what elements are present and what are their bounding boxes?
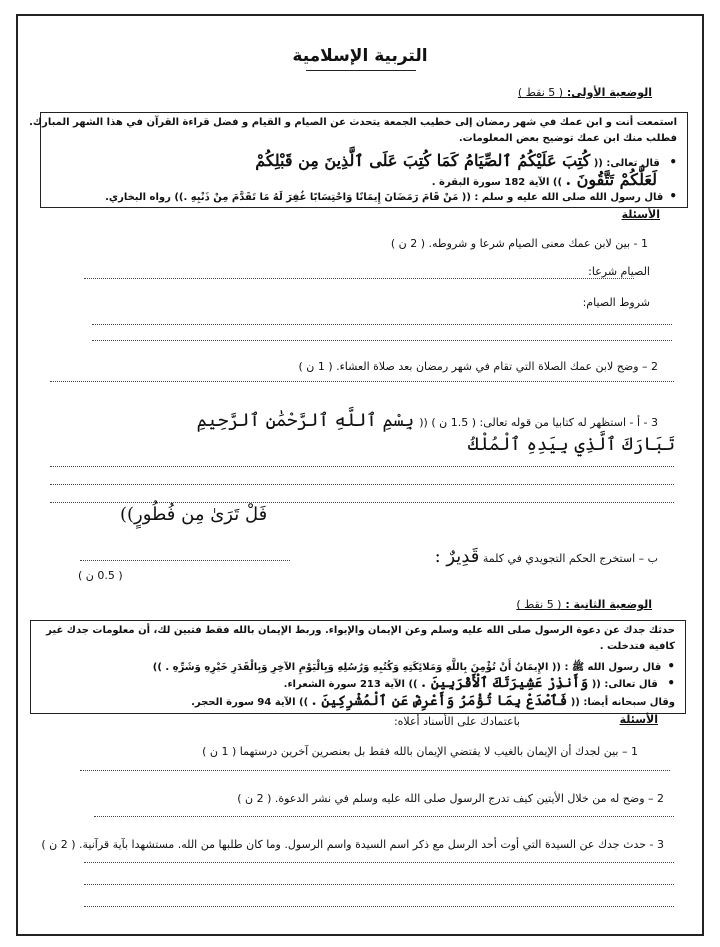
s2-question-2: 2 – وضح له من خلال الأيتين كيف تدرج الرسول صلى الله عليه وسلم في نشر الدعوة. ( 2 ن ) — [237, 792, 664, 805]
answer-line[interactable] — [84, 278, 634, 279]
answer-line[interactable] — [92, 324, 672, 325]
answer-line[interactable] — [80, 560, 290, 561]
q3b-prompt: ب – استخرج الحكم التجويدي في كلمة — [482, 552, 658, 565]
s1-question-2: 2 – وضح لابن عمك الصلاة التي تقام في شهر رمضان بعد صلاة العشاء. ( 1 ن ) — [298, 360, 658, 373]
bullet-3-intro: وقال سبحانه أيضا: (( — [570, 697, 675, 708]
s1-question-3a — [197, 410, 658, 431]
situation-1-label — [518, 86, 652, 99]
s2-question-3: 3 - حدث جدك عن السيدة التي أوت أحد الرسل مع ذكر اسم السيدة واسم الرسول. وما كان طلبها من الله. مستشهدا بآية قرآنية. ( 2 ن ) — [41, 838, 664, 851]
s1-question-1: 1 - بين لابن عمك معنى الصيام شرعا و شروطه. ( 2 ن ) — [390, 237, 648, 250]
answer-line[interactable] — [50, 502, 674, 503]
title-underline — [306, 70, 416, 71]
situation-2-bullet-1: • قال رسول الله ﷺ : (( الإِيمَانُ أَنْ تُؤْمِنَ بِاللَّهِ وَمَلائِكَتِهِ وَكُتُبِهِ وَرُسُلِهِ وَبِالْيَوْمِ الآخِرِ وَبِالْقَدَرِ خَيْرِهِ وَشَرِّهِ . )) — [153, 659, 675, 675]
page-title: التربية الإسلامية — [292, 46, 428, 66]
situation-1-context-line2: فطلب منك ابن عمك توضيح بعض المعلومات. — [458, 133, 677, 144]
situation-2-context-line2: كافية فتدخلت . — [599, 641, 675, 652]
bullet-2-intro: قال تعالى: (( — [591, 679, 658, 690]
q3a-prompt: 3 - أ - استظهر له كتابيا من قوله تعالى: ( 1.5 ن ) (( — [419, 416, 658, 429]
bullet-3-reference: )) الآية 94 سورة الحجر. — [191, 697, 309, 708]
quran-verse-fasting-a: كُتِبَ عَلَيْكُمُ ٱلصِّيَامُ كَمَا كُتِبَ عَلَى ٱلَّذِينَ مِن قَبْلِكُمْ — [255, 151, 591, 170]
situation-1-context-box — [29, 112, 688, 208]
quran-basmala: بِسْمِ ٱللَّهِ ٱلرَّحْمَٰنِ ٱلرَّحِيمِ — [196, 410, 415, 431]
bullet-1-reference: )) الآية 182 سورة البقرة . — [431, 177, 563, 188]
quran-verse-warn-kin: وَأَنذِرْ عَشِيرَتَكَ ٱلْأَقْرَبِينَ . — [421, 675, 589, 691]
answer-line[interactable] — [84, 906, 674, 907]
answer-line[interactable] — [80, 770, 670, 771]
situation-1-bullet-1-cont — [432, 170, 657, 189]
s2-question-1: 1 – بين لجدك أن الإيمان بالغيب لا يقتضي الإيمان بالله فقط بل بعنصرين آخرين درستهما ( 1 ن ) — [202, 745, 638, 758]
situation-2-questions-heading: الأسئلة — [619, 713, 658, 726]
answer-line[interactable] — [50, 381, 674, 382]
s1-fast-definition-label: الصيام شرعا: — [588, 265, 650, 278]
situation-1-bullet-1 — [255, 151, 677, 170]
situation-1-title: الوضعية الأولى: — [566, 86, 652, 99]
answer-line[interactable] — [84, 884, 674, 885]
situation-2-bullet-2 — [284, 675, 675, 691]
situation-2-points: ( 5 نقط ) — [516, 598, 562, 611]
situation-2-label — [516, 598, 652, 611]
quran-word-qadir: قَدِيرٌ : — [434, 546, 480, 567]
quran-verse-proclaim: فَٱصْدَعْ بِمَا تُؤْمَرُ وَأَعْرِضْ عَنِ ٱلْمُشْرِكِينَ . — [311, 693, 568, 709]
bullet-2-reference: )) الآية 213 سورة الشعراء. — [283, 679, 418, 690]
situation-1-questions-heading: الأسئلة — [621, 208, 660, 221]
answer-line[interactable] — [84, 862, 674, 863]
situation-2-context-box — [30, 620, 686, 714]
answer-line[interactable] — [50, 484, 674, 485]
situation-2-reliance: باعتمادك على الأسناد أعلاه: — [393, 715, 520, 728]
situation-2-bullet-3 — [191, 693, 675, 709]
answer-line[interactable] — [94, 816, 674, 817]
answer-line[interactable] — [50, 466, 674, 467]
quran-verse-mulk-end: فَلْ تَرَىٰ مِن فُطُورٍ)) — [120, 504, 268, 525]
situation-1-bullet-2: • قال رسول الله صلى الله عليه و سلم : (( مَنْ قَامَ رَمَضَانَ إِيمَانًا وَاحْتِسَابًا غُفِرَ لَهُ مَا تَقَدَّمَ مِنْ ذَنْبِهِ .)) رواه البخاري. — [105, 189, 677, 203]
bullet-1-intro: قال تعالى: (( — [593, 158, 660, 169]
q3b-points: ( 0.5 ن ) — [78, 569, 123, 582]
s1-question-3b — [435, 546, 658, 567]
situation-1-points: ( 5 نقط ) — [517, 86, 564, 99]
s1-conditions-label: شروط الصيام: — [582, 296, 650, 309]
situation-2-title: الوضعية الثانية : — [565, 598, 652, 611]
situation-2-context-line1: حدثك جدك عن دعوة الرسول صلى الله عليه وسلم وعن الإيمان والإيواء. وربط الإيمان بالله فقط فتبين لك، أن معلومات جدك غير — [46, 625, 675, 636]
quran-verse-mulk: تَبَارَكَ ٱلَّذِي بِيَدِهِ ٱلْمُلْكُ — [467, 434, 675, 455]
situation-1-context-line1: استمعت أنت و ابن عمك في شهر رمضان إلى خطيب الجمعة يتحدث عن الصيام و القيام و فضل قراءة القرآن في هذا الشهر المبارك. — [29, 117, 677, 128]
answer-line[interactable] — [92, 340, 672, 341]
quran-verse-fasting-b: لَعَلَّكُمْ تَتَّقُونَ . — [565, 170, 657, 189]
